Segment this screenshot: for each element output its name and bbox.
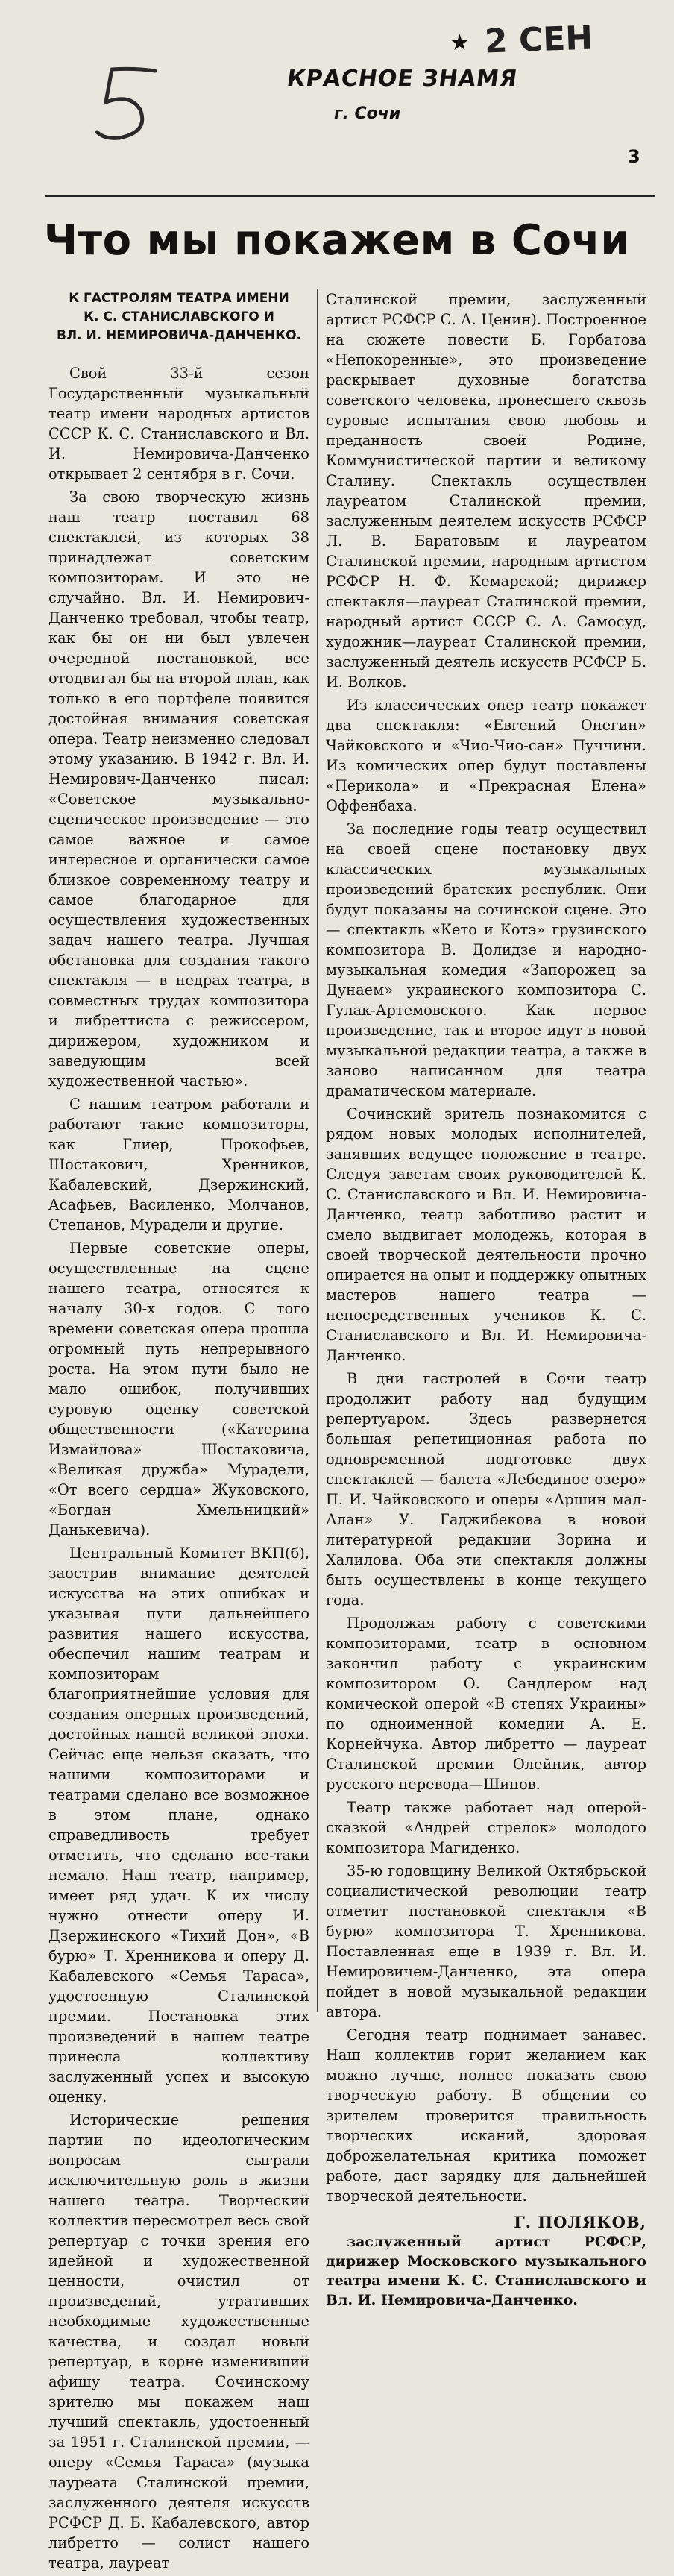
kicker-line: К ГАСТРОЛЯМ ТЕАТРА ИМЕНИ: [69, 291, 289, 306]
newspaper-name: КРАСНОЕ ЗНАМЯ: [285, 66, 520, 92]
paragraph: В дни гастролей в Сочи театр продолжит работу над будущим репертуаром. Здесь развернется большая репетиционная работа по одновременной подготовке двух спектаклей — балета «Лебединое озеро» П. И. Чайковского и оперы «Аршин мал-Алан» У. Гаджибекова в новой литературной редакции Зорина и Халилова. Оба эти спектакля должны быть осуществлены в конце текущего года.: [326, 1370, 646, 1609]
paragraph: Театр также работает над оперой-сказкой «Андрей стрелок» молодого композитора Магиденко.: [326, 1799, 646, 1856]
paragraph: Свой 33-й сезон Государственный музыкальный театр имени народных артистов СССР К. С. Станиславского и Вл. И. Немировича-Данченко открывает 2 сентября в г. Сочи.: [48, 365, 309, 483]
paragraph: 35-ю годовщину Великой Октябрьской социалистической революции театр отметит постановкой спектакля «В бурю» композитора Т. Хренникова. Поставленная еще в 1939 г. Вл. И. Немировичем-Данченко, эта опера пойдет в новой музыкальной редакции автора.: [326, 1862, 646, 2020]
paragraph: Сталинской премии, заслуженный артист РСФСР С. А. Ценин). Построенное на сюжете повести Б. Горбатова «Непокоренные», это произведение раскрывает духовные богатства советского человека, пронесшего сквозь суровые испытания свою любовь и преданность своей Родине, Коммунистической партии и великому Сталину. Спектакль осуществлен лауреатом Сталинской премии, заслуженным деятелем искусств РСФСР Л. В. Баратовым и лауреатом Сталинской премии, народным артистом РСФСР Н. Ф. Кемарской; дирижер спектакля—лауреат Сталинской премии, народный артист СССР С. А. Самосуд, художник—лауреат Сталинской премии, заслуженный деятель искусств РСФСР Б. И. Волков.: [326, 291, 646, 691]
paragraph: Первые советские оперы, осуществленные на сцене нашего театра, относятся к началу 30-х годов. С того времени советская опера прошла огромный путь непрерывного роста. На этом пути было не мало ошибок, получивших суровую оценку советской общественности («Катерина Измайлова» Шостаковича, «Великая дружба» Мурадели, «От всего сердца» Жуковского, «Богдан Хмельницкий» Данькевича).: [48, 1240, 309, 1539]
article-headline: Что мы покажем в Сочи: [43, 216, 631, 265]
left-column: [48, 289, 309, 2576]
author-name: Г. ПОЛЯКОВ,: [514, 2213, 646, 2231]
paragraph: За свою творческую жизнь наш театр поставил 68 спектаклей, из которых 38 принадлежат советским композиторам. И это не случайно. Вл. И. Немирович-Данченко требовал, чтобы театр, как бы он ни был увлечен очередной постановкой, все отодвигал бы на второй план, как только в его портфеле появится достойная внимания советская опера. Театр неизменно следовал этому указанию. В 1942 г. Вл. И. Немирович-Данченко писал: «Советское музыкально-сценическое произведение — это самое важное и самое интересное и органически самое близкое современному театру и самое благодарное для осуществления художественных задач нашего театра. Лучшая обстановка для создания такого спектакля — в недрах театра, в совместных трудах композитора и либреттиста с режиссером, дирижером, художником и заведующим всей художественной частью».: [48, 489, 309, 1090]
kicker-line: К. С. СТАНИСЛАВСКОГО И: [84, 310, 274, 324]
page-number: 3: [628, 146, 640, 167]
paragraph: С нашим театром работали и работают такие композиторы, как Глиер, Прокофьев, Шостакович, Хренников, Кабалевский, Дзержинский, Асафьев, Василенко, Молчанов, Степанов, Мурадели и другие.: [48, 1096, 309, 1234]
right-column: [326, 289, 646, 2313]
star-icon: ★: [450, 30, 470, 56]
paragraph: Продолжая работу с советскими композиторами, театр в основном закончил работу с украинским композитором О. Сандлером над комической оперой «В степях Украины» по одноименной комедии А. Е. Корнейчука. Автор либретто — лауреат Сталинской премии Олейник, автор русского перевода—Шипов.: [326, 1615, 646, 1793]
handwritten-mark: [89, 63, 160, 145]
paragraph: Исторические решения партии по идеологическим вопросам сыграли исключительную роль в жизни нашего театра. Творческий коллектив пересмотрел весь свой репертуар с точки зрения его идейной и художественной ценности, очистил от произведений, утративших необходимые художественные качества, и создал новый репертуар, в корне изменивший афишу театра. Сочинскому зрителю мы покажем наш лучший спектакль, удостоенный за 1951 г. Сталинской премии, — оперу «Семья Тараса» (музыка лауреата Сталинской премии, заслуженного деятеля искусств РСФСР Д. Б. Кабалевского, автор либретто — солист нашего театра, лауреат: [48, 2111, 309, 2572]
column-divider: [317, 289, 318, 2012]
paragraph: Сочинский зритель познакомится с рядом новых молодых исполнителей, занявших ведущее положение в театре. Следуя заветам своих руководителей К. С. Станиславского и Вл. И. Немировича-Данченко, театр заботливо растит и смело выдвигает молодежь, которая в своей творческой деятельности прочно опирается на опыт и поддержку опытных мастеров нашего театра — непосредственных учеников К. С. Станиславского и Вл. И. Немировича-Данченко.: [326, 1105, 646, 1364]
date-stamp: 2 СЕН: [484, 19, 593, 61]
top-rule: [45, 195, 655, 197]
article-kicker: [48, 289, 309, 345]
paragraph: Центральный Комитет ВКП(б), заострив внимание деятелей искусства на этих ошибках и указывая пути дальнейшего развития нашего искусства, обеспечил нашим театрам и композиторам благоприятнейшие условия для создания оперных произведений, достойных нашей великой эпохи. Сейчас еще нельзя сказать, что нашими композиторами и театрами сделано все возможное в этом плане, однако справедливость требует отметить, что сделано все-таки немало. Наш театр, например, имеет ряд удач. К их числу нужно отнести оперу И. Дзержинского «Тихий Дон», «В бурю» Т. Хренникова и оперу Д. Кабалевского «Семья Тараса», удостоенную Сталинской премии. Постановка этих произведений в нашем театре принесла коллективу заслуженный успех и высокую оценку.: [48, 1545, 309, 2105]
city-name: г. Сочи: [334, 104, 401, 123]
paragraph: Сегодня театр поднимает занавес. Наш коллектив горит желанием как можно лучше, полнее показать свою творческую работу. В общении со зрителем проверится правильность творческих исканий, здоровая доброжелательная критика поможет работе, даст зарядку для дальнейшей творческой деятельности.: [326, 2026, 646, 2205]
paragraph: За последние годы театр осуществил на своей сцене постановку двух классических музыкальных произведений братских республик. Они будут показаны на сочинской сцене. Это — спектакль «Кето и Котэ» грузинского композитора В. Долидзе и народно-музыкальная комедия «Запорожец за Дунаем» украинского композитора С. Гулак-Артемовского. Как первое произведение, так и второе идут в новой музыкальной редакции театра, а также в заново написанном для театра драматическом материале.: [326, 820, 646, 1099]
paragraph: Из классических опер театр покажет два спектакля: «Евгений Онегин» Чайковского и «Чио-Чио-сан» Пуччини. Из комических опер будут поставлены «Перикола» и «Прекрасная Елена» Оффенбаха.: [326, 697, 646, 814]
author-title: заслуженный артист РСФСР, дирижер Московского музыкального театра имени К. С. Станиславского и Вл. И. Немировича-Данченко.: [326, 2234, 646, 2308]
kicker-line: ВЛ. И. НЕМИРОВИЧА-ДАНЧЕНКО.: [57, 328, 301, 343]
